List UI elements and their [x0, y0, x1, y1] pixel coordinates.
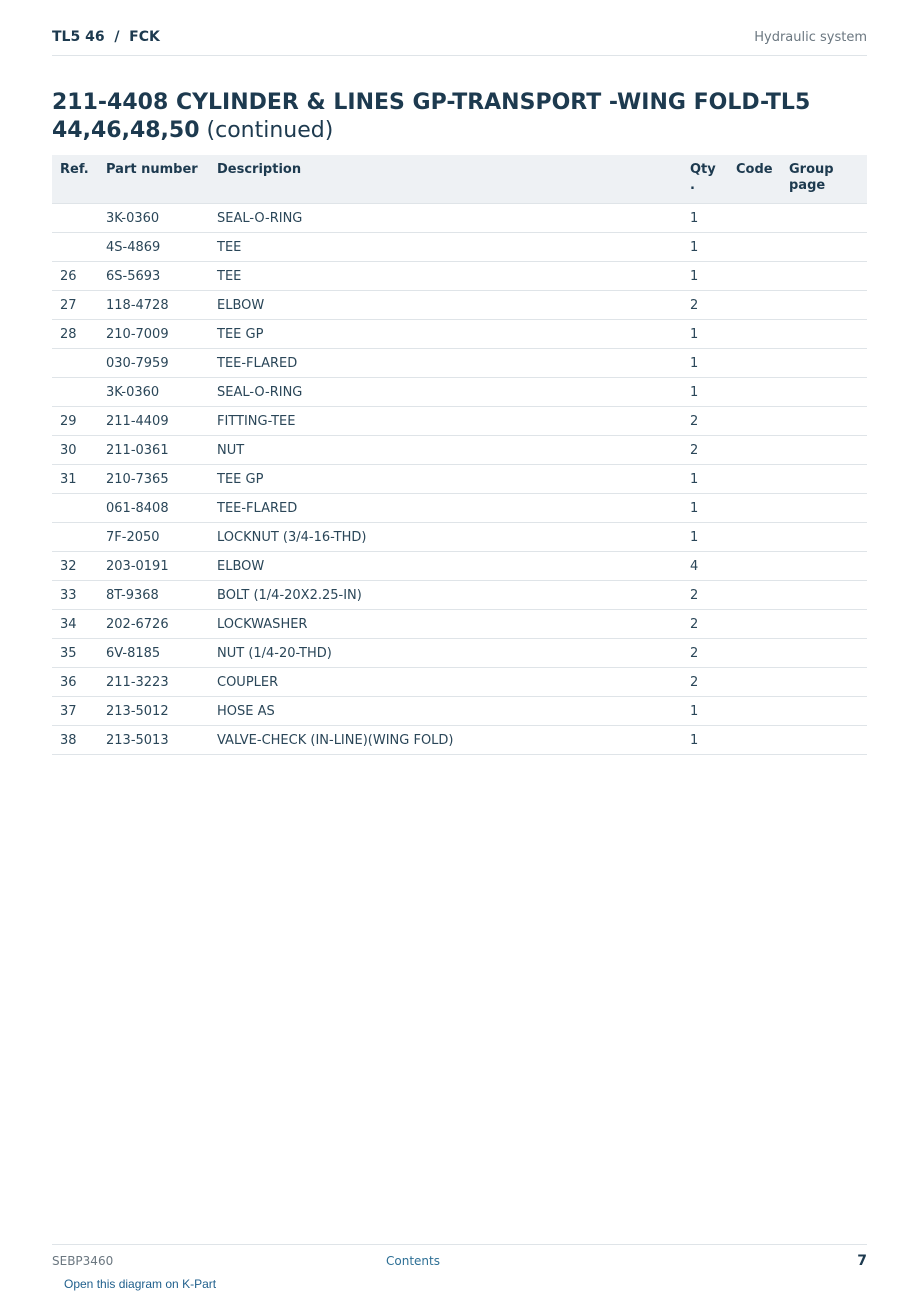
cell-part-number: 213-5013: [98, 726, 209, 755]
cell-description: ELBOW: [209, 291, 682, 320]
cell-code: [728, 523, 781, 552]
cell-description: VALVE-CHECK (IN-LINE)(WING FOLD): [209, 726, 682, 755]
header-ref: Ref.: [52, 155, 98, 204]
cell-part-number: 3K-0360: [98, 204, 209, 233]
table-header-row: [52, 155, 867, 204]
cell-part-number: 213-5012: [98, 697, 209, 726]
cell-qty: 1: [682, 262, 728, 291]
cell-ref: 34: [52, 610, 98, 639]
cell-description: TEE: [209, 262, 682, 291]
cell-ref: [52, 523, 98, 552]
cell-ref: 29: [52, 407, 98, 436]
cell-part-number: 6V-8185: [98, 639, 209, 668]
cell-code: [728, 204, 781, 233]
cell-ref: 37: [52, 697, 98, 726]
section-label: Hydraulic system: [754, 30, 867, 45]
cell-code: [728, 407, 781, 436]
cell-group-page: [781, 639, 867, 668]
table-row: [52, 262, 867, 291]
cell-qty: 2: [682, 436, 728, 465]
table-row: [52, 726, 867, 755]
cell-description: TEE: [209, 233, 682, 262]
title-main: 211-4408 CYLINDER & LINES GP-TRANSPORT -WING FOLD-TL5 44,46,48,50: [52, 90, 811, 143]
cell-description: LOCKWASHER: [209, 610, 682, 639]
cell-qty: 1: [682, 378, 728, 407]
cell-qty: 2: [682, 639, 728, 668]
cell-group-page: [781, 581, 867, 610]
cell-qty: 2: [682, 291, 728, 320]
page-number: 7: [857, 1253, 867, 1269]
cell-code: [728, 436, 781, 465]
cell-qty: 2: [682, 668, 728, 697]
cell-group-page: [781, 378, 867, 407]
table-row: [52, 494, 867, 523]
cell-description: TEE GP: [209, 320, 682, 349]
cell-group-page: [781, 204, 867, 233]
cell-qty: 1: [682, 494, 728, 523]
table-row: [52, 697, 867, 726]
cell-part-number: 4S-4869: [98, 233, 209, 262]
cell-ref: [52, 204, 98, 233]
cell-part-number: 203-0191: [98, 552, 209, 581]
cell-qty: 4: [682, 552, 728, 581]
cell-ref: 38: [52, 726, 98, 755]
header-qty-line1: Qty: [690, 162, 716, 177]
cell-ref: 28: [52, 320, 98, 349]
cell-qty: 1: [682, 204, 728, 233]
cell-qty: 2: [682, 581, 728, 610]
cell-qty: 2: [682, 407, 728, 436]
cell-part-number: 030-7959: [98, 349, 209, 378]
cell-group-page: [781, 552, 867, 581]
cell-qty: 1: [682, 320, 728, 349]
cell-code: [728, 378, 781, 407]
cell-part-number: 6S-5693: [98, 262, 209, 291]
cell-group-page: [781, 291, 867, 320]
cell-description: ELBOW: [209, 552, 682, 581]
cell-group-page: [781, 320, 867, 349]
cell-part-number: 211-3223: [98, 668, 209, 697]
cell-code: [728, 291, 781, 320]
cell-group-page: [781, 465, 867, 494]
cell-code: [728, 494, 781, 523]
cell-ref: [52, 349, 98, 378]
cell-code: [728, 465, 781, 494]
cell-code: [728, 697, 781, 726]
cell-group-page: [781, 494, 867, 523]
table-row: [52, 407, 867, 436]
cell-ref: [52, 233, 98, 262]
cell-part-number: 211-4409: [98, 407, 209, 436]
table-row: [52, 668, 867, 697]
cell-group-page: [781, 726, 867, 755]
cell-description: TEE-FLARED: [209, 349, 682, 378]
cell-group-page: [781, 262, 867, 291]
header-part-number: Part number: [98, 155, 209, 204]
table-row: [52, 465, 867, 494]
header-group-line1: Group: [789, 162, 834, 177]
cell-code: [728, 610, 781, 639]
cell-code: [728, 233, 781, 262]
cell-part-number: 118-4728: [98, 291, 209, 320]
cell-group-page: [781, 233, 867, 262]
cell-group-page: [781, 610, 867, 639]
table-row: [52, 436, 867, 465]
cell-qty: 1: [682, 697, 728, 726]
cell-ref: 26: [52, 262, 98, 291]
parts-table: [52, 155, 867, 755]
cell-ref: 33: [52, 581, 98, 610]
cell-part-number: 8T-9368: [98, 581, 209, 610]
table-row: [52, 378, 867, 407]
cell-code: [728, 552, 781, 581]
cell-group-page: [781, 407, 867, 436]
cell-description: NUT (1/4-20-THD): [209, 639, 682, 668]
cell-code: [728, 639, 781, 668]
table-row: [52, 552, 867, 581]
header-code: Code: [728, 155, 781, 204]
cell-ref: 35: [52, 639, 98, 668]
open-kpart-link[interactable]: Open this diagram on K-Part: [64, 1277, 217, 1291]
cell-description: HOSE AS: [209, 697, 682, 726]
table-row: [52, 610, 867, 639]
cell-part-number: 210-7009: [98, 320, 209, 349]
cell-code: [728, 262, 781, 291]
cell-code: [728, 349, 781, 378]
cell-description: BOLT (1/4-20X2.25-IN): [209, 581, 682, 610]
cell-description: NUT: [209, 436, 682, 465]
cell-description: TEE GP: [209, 465, 682, 494]
table-row: [52, 320, 867, 349]
table-row: [52, 291, 867, 320]
contents-link[interactable]: Contents: [386, 1254, 440, 1268]
cell-qty: 1: [682, 726, 728, 755]
cell-description: FITTING-TEE: [209, 407, 682, 436]
cell-ref: 36: [52, 668, 98, 697]
cell-ref: 31: [52, 465, 98, 494]
cell-group-page: [781, 523, 867, 552]
header-group-line2: page: [789, 178, 826, 193]
title-suffix: (continued): [206, 118, 334, 143]
cell-code: [728, 581, 781, 610]
model-label: TL5 46 / FCK: [52, 29, 160, 45]
cell-group-page: [781, 349, 867, 378]
cell-description: SEAL-O-RING: [209, 204, 682, 233]
header-description: Description: [209, 155, 682, 204]
cell-part-number: 3K-0360: [98, 378, 209, 407]
cell-description: TEE-FLARED: [209, 494, 682, 523]
cell-ref: [52, 378, 98, 407]
cell-qty: 1: [682, 465, 728, 494]
cell-description: LOCKNUT (3/4-16-THD): [209, 523, 682, 552]
cell-description: SEAL-O-RING: [209, 378, 682, 407]
cell-part-number: 061-8408: [98, 494, 209, 523]
page-header: [52, 28, 867, 56]
header-group-page: [781, 155, 867, 204]
cell-qty: 2: [682, 610, 728, 639]
cell-part-number: 7F-2050: [98, 523, 209, 552]
cell-code: [728, 668, 781, 697]
table-row: [52, 523, 867, 552]
page-footer: [52, 1244, 867, 1275]
cell-ref: 30: [52, 436, 98, 465]
cell-group-page: [781, 697, 867, 726]
cell-ref: 27: [52, 291, 98, 320]
parts-table-body: [52, 204, 867, 755]
cell-code: [728, 320, 781, 349]
cell-ref: [52, 494, 98, 523]
table-row: [52, 581, 867, 610]
table-row: [52, 349, 867, 378]
cell-ref: 32: [52, 552, 98, 581]
cell-part-number: 211-0361: [98, 436, 209, 465]
cell-group-page: [781, 436, 867, 465]
doc-id: SEBP3460: [52, 1254, 114, 1268]
page-title: [52, 89, 867, 145]
header-qty: [682, 155, 728, 204]
table-row: [52, 233, 867, 262]
cell-description: COUPLER: [209, 668, 682, 697]
table-row: [52, 204, 867, 233]
cell-part-number: 202-6726: [98, 610, 209, 639]
cell-qty: 1: [682, 523, 728, 552]
cell-group-page: [781, 668, 867, 697]
cell-qty: 1: [682, 349, 728, 378]
table-row: [52, 639, 867, 668]
cell-part-number: 210-7365: [98, 465, 209, 494]
cell-code: [728, 726, 781, 755]
cell-qty: 1: [682, 233, 728, 262]
header-qty-line2: .: [690, 178, 695, 193]
